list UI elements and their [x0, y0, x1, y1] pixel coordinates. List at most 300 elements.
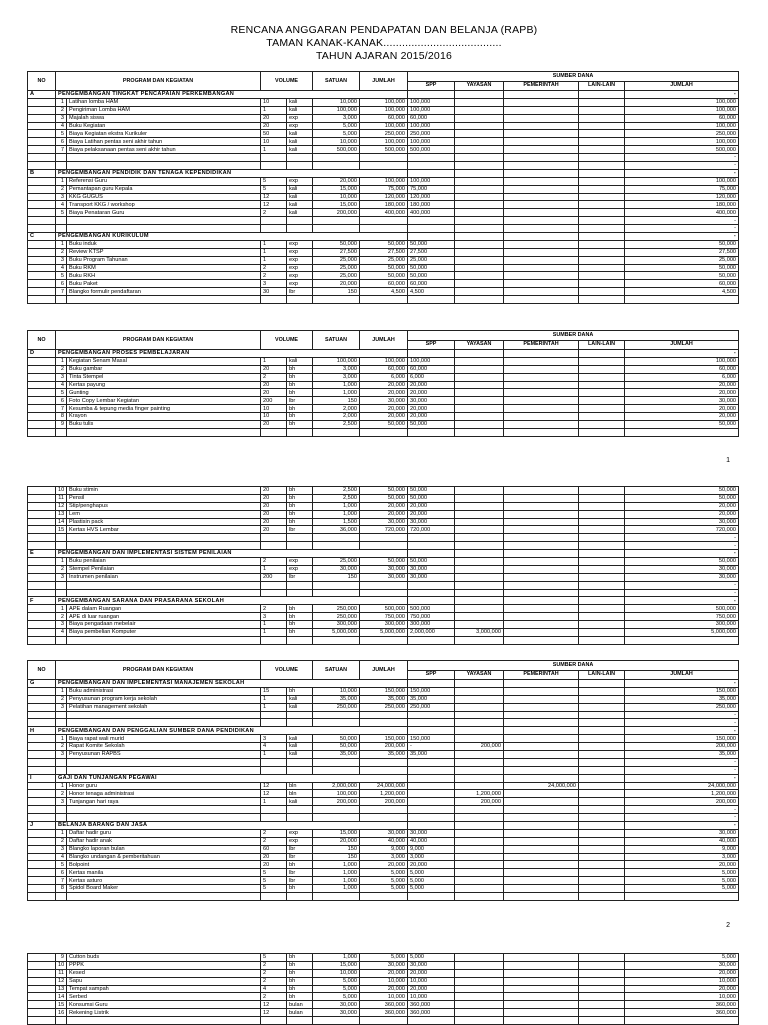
cell-spp: 4,500	[408, 288, 455, 296]
cell-empty	[287, 217, 313, 225]
cell-empty	[579, 169, 625, 177]
cell-no: 10	[56, 961, 67, 969]
cell-program: Buku gambar	[67, 365, 261, 373]
cell-empty	[408, 581, 455, 589]
cell-empty	[504, 162, 579, 170]
cell-total: 20,000	[625, 510, 739, 518]
cell-empty	[313, 589, 360, 597]
cell-satuan: 1,000	[313, 877, 360, 885]
cell-spp: 20,000	[408, 969, 455, 977]
cell-satuan: 50,000	[313, 240, 360, 248]
cell-empty	[504, 758, 579, 766]
table-row	[28, 977, 739, 985]
cell-unit: bulan	[287, 1001, 313, 1009]
cell-yayasan	[455, 510, 504, 518]
cell-spp: 40,000	[408, 837, 455, 845]
table-row	[28, 256, 739, 264]
cell-lain	[579, 106, 625, 114]
section-row	[28, 597, 739, 605]
cell-spp: 250,000	[408, 703, 455, 711]
cell-program: Kertas manila	[67, 869, 261, 877]
cell-program: Spidol Board Maker	[67, 885, 261, 893]
cell-pemerintah	[504, 502, 579, 510]
cell-total: 50,000	[625, 487, 739, 495]
cell-pemerintah	[504, 130, 579, 138]
cell-pemerintah	[504, 518, 579, 526]
cell-program: Tinta Stempel	[67, 373, 261, 381]
table-row	[28, 885, 739, 893]
table-row	[28, 193, 739, 201]
cell-total: 24,000,000	[625, 782, 739, 790]
cell-empty	[579, 428, 625, 436]
cell-jumlah: 180,000	[360, 201, 408, 209]
cell-code	[28, 695, 56, 703]
cell-lain	[579, 695, 625, 703]
cell-empty	[360, 893, 408, 901]
cell-volume: 20	[261, 381, 287, 389]
cell-pemerintah	[504, 861, 579, 869]
cell-jumlah: 5,000	[360, 877, 408, 885]
cell-pemerintah	[504, 357, 579, 365]
table-row	[28, 735, 739, 743]
cell-program: Biaya pengadaan mebelair	[67, 621, 261, 629]
cell-pemerintah	[504, 397, 579, 405]
header-volume: VOLUME	[261, 72, 313, 91]
cell-pemerintah	[504, 106, 579, 114]
cell-no: 2	[56, 695, 67, 703]
cell-total: -	[625, 542, 739, 550]
cell-no: 1	[56, 558, 67, 566]
cell-empty	[455, 766, 504, 774]
header-sumber-dana: SUMBER DANA	[408, 661, 739, 671]
cell-yayasan	[455, 735, 504, 743]
cell-empty	[455, 296, 504, 304]
cell-lain	[579, 993, 625, 1001]
cell-no: 1	[56, 687, 67, 695]
cell-volume: 5	[261, 954, 287, 962]
cell-spp: 400,000	[408, 209, 455, 217]
cell-total: -	[625, 814, 739, 822]
cell-unit: kali	[287, 751, 313, 759]
cell-empty	[28, 814, 56, 822]
table-row	[28, 381, 739, 389]
cell-empty	[455, 806, 504, 814]
cell-lain	[579, 98, 625, 106]
cell-unit: kali	[287, 138, 313, 146]
cell-total: 35,000	[625, 695, 739, 703]
cell-empty	[408, 154, 455, 162]
table-row	[28, 272, 739, 280]
cell-empty	[408, 727, 455, 735]
section-title: PENGEMBANGAN KURIKULUM	[56, 233, 408, 241]
cell-satuan: 150	[313, 853, 360, 861]
cell-satuan: 100,000	[313, 106, 360, 114]
cell-empty	[408, 589, 455, 597]
cell-lain	[579, 381, 625, 389]
cell-empty	[56, 766, 67, 774]
section-title: PENGEMBANGAN TINGKAT PENCAPAIAN PERKEMBANGAN	[56, 91, 408, 99]
cell-spp: -	[408, 743, 455, 751]
table-row	[28, 782, 739, 790]
cell-satuan: 1,500	[313, 518, 360, 526]
cell-unit: exp	[287, 272, 313, 280]
cell-empty	[56, 636, 67, 644]
cell-jumlah: 35,000	[360, 695, 408, 703]
cell-total	[625, 893, 739, 901]
cell-empty	[455, 680, 504, 688]
cell-empty	[261, 542, 287, 550]
cell-unit: bh	[287, 961, 313, 969]
table-row	[28, 280, 739, 288]
cell-code	[28, 853, 56, 861]
header-pemerintah: PEMERINTAH	[504, 670, 579, 680]
cell-empty	[261, 589, 287, 597]
cell-empty	[287, 814, 313, 822]
cell-unit: exp	[287, 248, 313, 256]
cell-empty	[56, 893, 67, 901]
cell-total: 30,000	[625, 397, 739, 405]
cell-jumlah: 60,000	[360, 280, 408, 288]
cell-yayasan	[455, 413, 504, 421]
cell-empty	[360, 542, 408, 550]
cell-empty	[408, 550, 455, 558]
cell-jumlah: 24,000,000	[360, 782, 408, 790]
cell-pemerintah	[504, 381, 579, 389]
cell-volume: 1	[261, 106, 287, 114]
cell-empty	[408, 758, 455, 766]
cell-code	[28, 209, 56, 217]
cell-spp: 10,000	[408, 977, 455, 985]
cell-pemerintah	[504, 389, 579, 397]
cell-program: Buku RKH	[67, 272, 261, 280]
cell-empty	[579, 822, 625, 830]
cell-pemerintah	[504, 193, 579, 201]
cell-satuan: 1,000	[313, 869, 360, 877]
cell-program: Krayon	[67, 413, 261, 421]
cell-total: -	[625, 91, 739, 99]
cell-volume: 20	[261, 389, 287, 397]
cell-empty	[579, 581, 625, 589]
cell-total: 500,000	[625, 146, 739, 154]
cell-empty	[504, 550, 579, 558]
table-row	[28, 877, 739, 885]
cell-unit: lbr	[287, 573, 313, 581]
cell-code	[28, 790, 56, 798]
cell-unit: kali	[287, 106, 313, 114]
cell-spp: 100,000	[408, 357, 455, 365]
table-row	[28, 288, 739, 296]
section-row	[28, 727, 739, 735]
document-title: RENCANA ANGGARAN PENDAPATAN DAN BELANJA (RAPB)	[230, 24, 538, 36]
school-name: TAMAN KANAK-KANAK......................................	[266, 37, 502, 49]
cell-lain	[579, 621, 625, 629]
cell-satuan: 1,000	[313, 381, 360, 389]
cell-empty	[504, 1017, 579, 1025]
cell-total: 100,000	[625, 357, 739, 365]
cell-satuan: 30,000	[313, 565, 360, 573]
cell-empty	[313, 719, 360, 727]
cell-satuan: 5,000	[313, 130, 360, 138]
table-row	[28, 397, 739, 405]
cell-satuan: 150	[313, 288, 360, 296]
cell-empty	[579, 154, 625, 162]
cell-no: 5	[56, 130, 67, 138]
cell-spp: 75,000	[408, 185, 455, 193]
cell-lain	[579, 790, 625, 798]
table-header-row	[28, 661, 739, 671]
cell-unit: kali	[287, 357, 313, 365]
cell-lain	[579, 510, 625, 518]
cell-no: 4	[56, 853, 67, 861]
cell-empty	[313, 225, 360, 233]
cell-no: 2	[56, 565, 67, 573]
cell-yayasan	[455, 494, 504, 502]
cell-spp: 3,000	[408, 853, 455, 861]
cell-total: 20,000	[625, 502, 739, 510]
cell-jumlah: 20,000	[360, 861, 408, 869]
cell-empty	[408, 893, 455, 901]
cell-empty	[28, 766, 56, 774]
cell-empty	[455, 636, 504, 644]
section-code: B	[28, 169, 56, 177]
cell-pemerintah: 24,000,000	[504, 782, 579, 790]
cell-yayasan: 1,200,000	[455, 790, 504, 798]
cell-empty	[287, 428, 313, 436]
cell-satuan: 20,000	[313, 177, 360, 185]
cell-empty	[261, 581, 287, 589]
cell-unit: bh	[287, 373, 313, 381]
blank-row	[28, 636, 739, 644]
cell-total: -	[625, 774, 739, 782]
cell-code	[28, 185, 56, 193]
cell-empty	[28, 162, 56, 170]
cell-lain	[579, 969, 625, 977]
cell-volume: 12	[261, 790, 287, 798]
cell-pemerintah	[504, 201, 579, 209]
cell-empty	[579, 774, 625, 782]
cell-pemerintah	[504, 526, 579, 534]
cell-empty	[261, 428, 287, 436]
section-row	[28, 680, 739, 688]
cell-yayasan	[455, 1009, 504, 1017]
header-pemerintah: PEMERINTAH	[504, 340, 579, 350]
cell-spp	[408, 790, 455, 798]
blank-row	[28, 719, 739, 727]
cell-total: 100,000	[625, 138, 739, 146]
cell-pemerintah	[504, 985, 579, 993]
header-yayasan: YAYASAN	[455, 340, 504, 350]
header-volume: VOLUME	[261, 661, 313, 680]
cell-code	[28, 993, 56, 1001]
cell-volume: 1	[261, 703, 287, 711]
cell-pemerintah	[504, 961, 579, 969]
cell-volume: 5	[261, 177, 287, 185]
cell-empty	[287, 636, 313, 644]
cell-empty	[504, 217, 579, 225]
cell-no: 2	[56, 185, 67, 193]
cell-empty	[408, 766, 455, 774]
cell-empty	[56, 225, 67, 233]
cell-lain	[579, 138, 625, 146]
cell-empty	[28, 581, 56, 589]
cell-unit: kali	[287, 735, 313, 743]
cell-jumlah: 500,000	[360, 605, 408, 613]
cell-empty	[360, 428, 408, 436]
cell-no: 6	[56, 397, 67, 405]
cell-empty	[504, 91, 579, 99]
cell-no: 1	[56, 735, 67, 743]
cell-empty	[455, 162, 504, 170]
cell-jumlah: 250,000	[360, 130, 408, 138]
cell-total: 250,000	[625, 703, 739, 711]
cell-no: 4	[56, 201, 67, 209]
header-total: JUMLAH	[625, 340, 739, 350]
cell-volume: 1	[261, 621, 287, 629]
cell-empty	[67, 581, 261, 589]
cell-lain	[579, 954, 625, 962]
table-row	[28, 357, 739, 365]
cell-unit: kali	[287, 209, 313, 217]
cell-pemerintah	[504, 565, 579, 573]
cell-pemerintah	[504, 510, 579, 518]
cell-satuan: 10,000	[313, 969, 360, 977]
cell-pemerintah	[504, 146, 579, 154]
cell-unit: exp	[287, 264, 313, 272]
cell-spp: 150,000	[408, 687, 455, 695]
cell-jumlah: 360,000	[360, 1001, 408, 1009]
cell-spp: 250,000	[408, 130, 455, 138]
cell-total: -	[625, 711, 739, 719]
cell-empty	[408, 719, 455, 727]
cell-spp: 9,000	[408, 845, 455, 853]
cell-unit: kali	[287, 201, 313, 209]
cell-empty	[579, 680, 625, 688]
cell-no: 12	[56, 977, 67, 985]
cell-empty	[455, 550, 504, 558]
cell-spp: 50,000	[408, 487, 455, 495]
cell-jumlah: 20,000	[360, 381, 408, 389]
table-row	[28, 177, 739, 185]
cell-volume: 20	[261, 518, 287, 526]
section-row	[28, 350, 739, 358]
cell-pemerintah	[504, 613, 579, 621]
section-code: G	[28, 680, 56, 688]
cell-code	[28, 421, 56, 429]
blank-row	[28, 766, 739, 774]
cell-program: Pensil	[67, 494, 261, 502]
cell-lain	[579, 1009, 625, 1017]
cell-total: -	[625, 758, 739, 766]
cell-program: Buku Kegiatan	[67, 122, 261, 130]
cell-satuan: 10,000	[313, 98, 360, 106]
cell-empty	[67, 428, 261, 436]
cell-empty	[504, 542, 579, 550]
cell-empty	[28, 296, 56, 304]
cell-pemerintah	[504, 687, 579, 695]
cell-total: 50,000	[625, 240, 739, 248]
cell-empty	[455, 169, 504, 177]
cell-total: 20,000	[625, 985, 739, 993]
cell-no: 14	[56, 993, 67, 1001]
cell-empty	[579, 350, 625, 358]
section-row	[28, 822, 739, 830]
cell-empty	[313, 534, 360, 542]
blank-row	[28, 806, 739, 814]
cell-empty	[261, 806, 287, 814]
cell-empty	[504, 774, 579, 782]
cell-total: 40,000	[625, 837, 739, 845]
cell-jumlah: 100,000	[360, 122, 408, 130]
cell-no: 2	[56, 837, 67, 845]
cell-empty	[455, 893, 504, 901]
cell-spp: 30,000	[408, 565, 455, 573]
cell-volume: 20	[261, 487, 287, 495]
cell-satuan: 150	[313, 845, 360, 853]
cell-yayasan	[455, 977, 504, 985]
cell-total: -	[625, 766, 739, 774]
cell-lain	[579, 526, 625, 534]
section-row	[28, 550, 739, 558]
cell-spp: 30,000	[408, 397, 455, 405]
cell-program: Biaya pelaksanaan pentas seni akhir tahun	[67, 146, 261, 154]
cell-program: Pemantapan guru Kepala	[67, 185, 261, 193]
cell-program: Biaya pembelian Komputer	[67, 629, 261, 637]
cell-empty	[504, 719, 579, 727]
cell-empty	[504, 766, 579, 774]
cell-volume: 20	[261, 861, 287, 869]
cell-volume: 3	[261, 613, 287, 621]
table-row	[28, 985, 739, 993]
cell-total: -	[625, 534, 739, 542]
cell-lain	[579, 605, 625, 613]
cell-yayasan	[455, 853, 504, 861]
cell-total: 150,000	[625, 687, 739, 695]
cell-empty	[360, 217, 408, 225]
cell-empty	[455, 758, 504, 766]
cell-code	[28, 629, 56, 637]
cell-spp	[408, 798, 455, 806]
cell-total: 30,000	[625, 565, 739, 573]
cell-unit: exp	[287, 280, 313, 288]
cell-yayasan	[455, 687, 504, 695]
cell-unit: lbr	[287, 288, 313, 296]
cell-jumlah: 300,000	[360, 621, 408, 629]
cell-volume: 2	[261, 837, 287, 845]
cell-empty	[67, 711, 261, 719]
cell-lain	[579, 877, 625, 885]
cell-jumlah: 5,000	[360, 869, 408, 877]
cell-total: 5,000	[625, 885, 739, 893]
cell-code	[28, 357, 56, 365]
cell-pemerintah	[504, 621, 579, 629]
cell-program: Kertas asturo	[67, 877, 261, 885]
cell-unit: lbr	[287, 869, 313, 877]
table-header-row	[28, 72, 739, 82]
cell-lain	[579, 421, 625, 429]
table-row	[28, 526, 739, 534]
cell-satuan: 27,500	[313, 248, 360, 256]
cell-no: 2	[56, 613, 67, 621]
cell-unit: kali	[287, 146, 313, 154]
cell-pemerintah	[504, 494, 579, 502]
cell-empty	[504, 711, 579, 719]
cell-total: -	[625, 719, 739, 727]
cell-empty	[579, 711, 625, 719]
cell-volume: 2	[261, 969, 287, 977]
cell-program: Buku penilaian	[67, 558, 261, 566]
cell-code	[28, 703, 56, 711]
cell-empty	[455, 814, 504, 822]
